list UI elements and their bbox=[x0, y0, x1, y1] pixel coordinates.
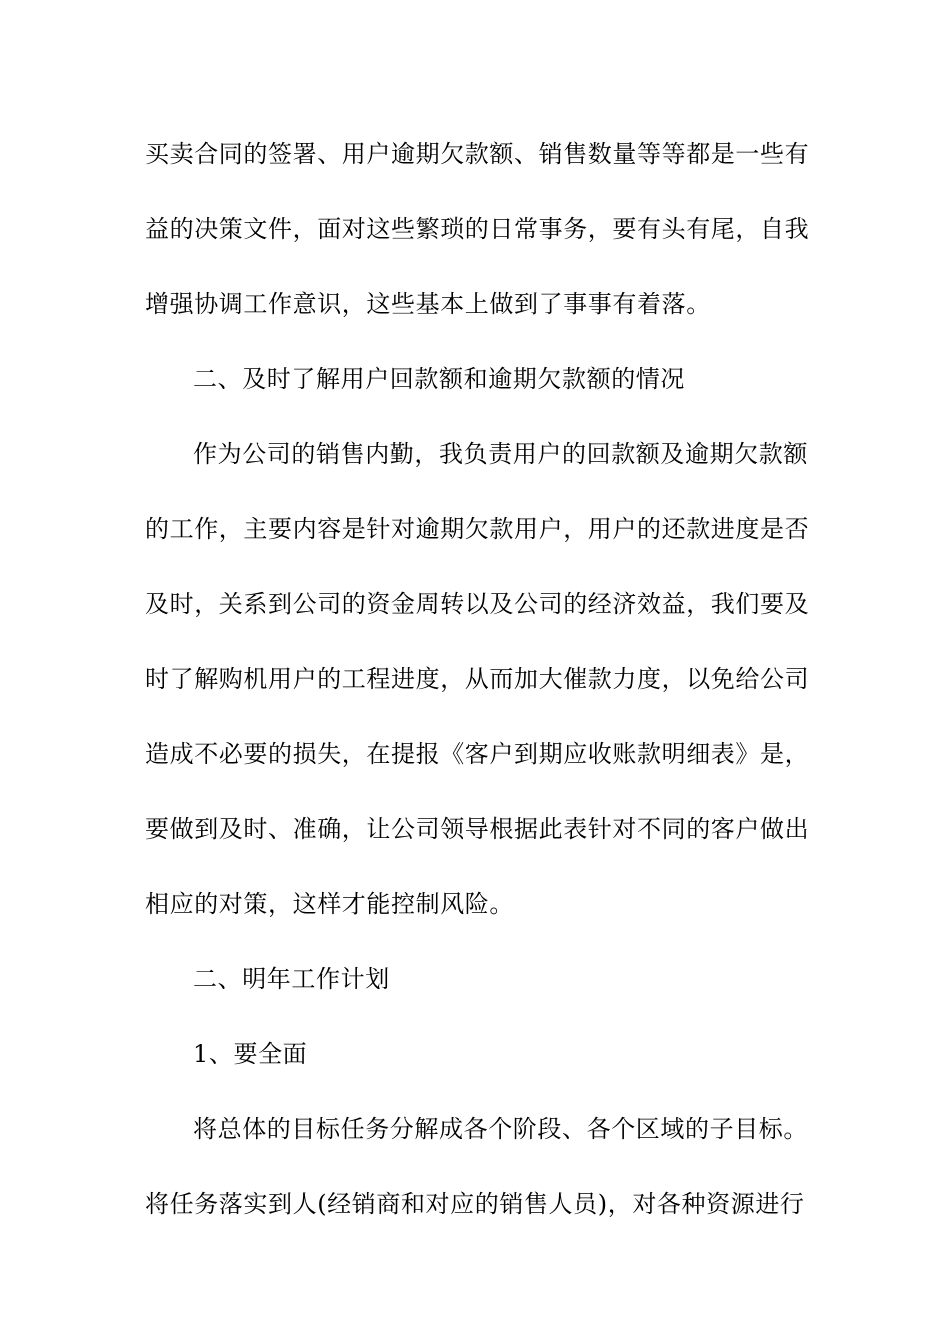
body-text-line: 将任务落实到人(经销商和对应的销售人员)，对各种资源进行 bbox=[145, 1190, 805, 1218]
body-text-line: 相应的对策，这样才能控制风险。 bbox=[145, 890, 514, 918]
subsection-heading: 1、要全面 bbox=[193, 1040, 308, 1068]
body-text-line: 将总体的目标任务分解成各个阶段、各个区域的子目标。 bbox=[193, 1115, 808, 1143]
body-text-line: 造成不必要的损失，在提报《客户到期应收账款明细表》是， bbox=[145, 740, 810, 768]
body-text-line: 时了解购机用户的工程进度，从而加大催款力度，以免给公司 bbox=[145, 665, 810, 693]
section-heading: 二、明年工作计划 bbox=[193, 965, 390, 993]
body-text-line: 增强协调工作意识，这些基本上做到了事事有着落。 bbox=[145, 290, 711, 318]
body-text-line: 及时，关系到公司的资金周转以及公司的经济效益，我们要及 bbox=[145, 590, 810, 618]
body-text-line: 买卖合同的签署、用户逾期欠款额、销售数量等等都是一些有 bbox=[145, 140, 810, 168]
body-text-line: 的工作，主要内容是针对逾期欠款用户，用户的还款进度是否 bbox=[145, 515, 810, 543]
body-text-line: 要做到及时、准确，让公司领导根据此表针对不同的客户做出 bbox=[145, 815, 810, 843]
body-text-line: 益的决策文件，面对这些繁琐的日常事务，要有头有尾，自我 bbox=[145, 215, 810, 243]
section-heading: 二、及时了解用户回款额和逾期欠款额的情况 bbox=[193, 365, 685, 393]
body-text-line: 作为公司的销售内勤，我负责用户的回款额及逾期欠款额 bbox=[193, 440, 808, 468]
